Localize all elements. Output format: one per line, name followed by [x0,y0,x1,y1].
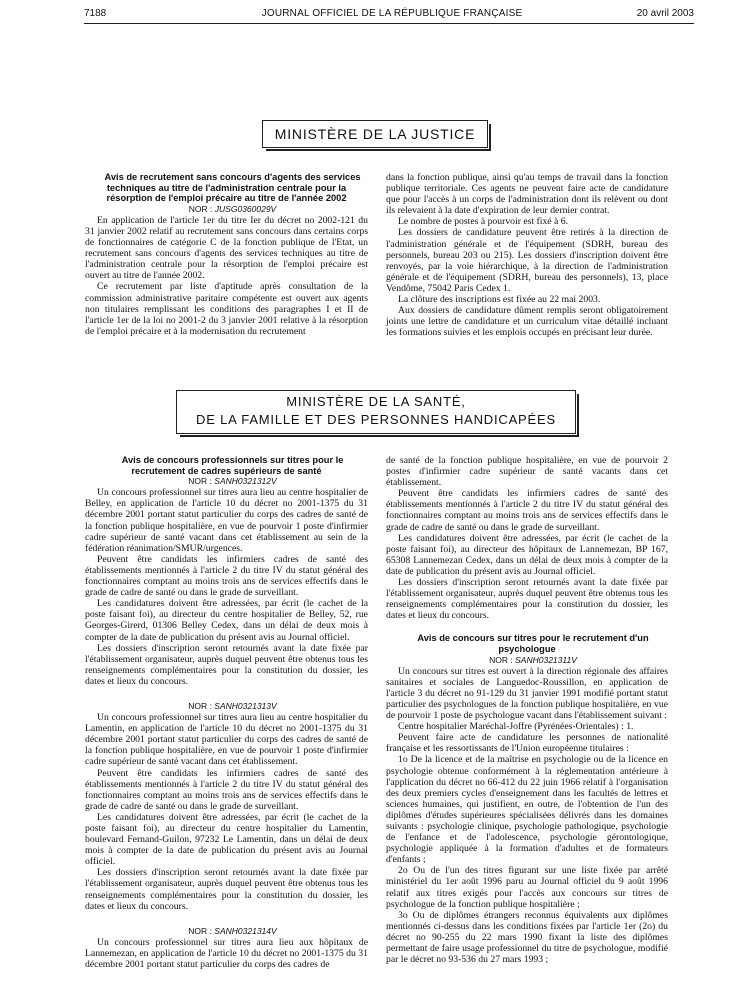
nor-label: NOR : [188,700,212,711]
paragraph: Les dossiers d'inscription seront retournés avant la date fixée par l'établissement organisateur, auprès duquel peuvent être obtenus tous les renseignements complémentaires pour la constitution du dossier, les dates et lieux du concours. [386,577,668,622]
header-rule [84,23,694,24]
paragraph: Les dossiers d'inscription seront retournés avant la date fixée par l'établissement organisateur, auprès duquel peuvent être obtenus tous les renseignements complémentaires pour la constitution du dossier, les dates et lieux du concours. [85,867,368,912]
nor-label: NOR : [188,476,212,487]
paragraph: La clôture des inscriptions est fixée au 22 mai 2003. [398,294,601,306]
justice-left-column [85,172,368,337]
paragraph: Les candidatures doivent être adressées, par écrit (le cachet de la poste faisant foi), au directeur du centre hospitalier du Lamentin, boulevard Fernand-Guilon, 97232 Le Lamentin, dans un délai de deux mois à compter de la date de publication du présent avis au Journal officiel. [85,811,368,868]
paragraph: dans la fonction publique, ainsi qu'au temps de travail dans la fonction publique territoriale. Ces agents ne peuvent faire acte de candidature que pour l'accès à un corps de l'administration dont ils relèvent ou dont ils relevaient à la date d'expiration de leur dernier contrat. [386,172,668,217]
paragraph: Les dossiers de candidature peuvent être retirés à la direction de l'administration générale et de l'équipement (SDRH, bureau des personnels, bureau 203 ou 215). Les dossiers d'inscription doivent être renvoyés, par la voie hiérarchique, à la direction de l'administration générale et de l'équipement (SDRH, bureau des personnels), 13, place Vendôme, 75042 Paris Cedex 1. [386,227,668,294]
nor-label: NOR : [188,925,212,936]
nor-label: NOR : [188,203,213,214]
paragraph: de santé de la fonction publique hospitalière, en vue de pourvoir 2 postes d'infirmier cadre supérieur de santé vacants dans cet établissement. [386,455,668,489]
ministry-sante-line1: MINISTÈRE DE LA SANTÉ, [286,394,466,409]
paragraph: Peuvent faire acte de candidature les personnes de nationalité française et les ressortissants de l'Union européenne titulaires : [386,732,668,755]
sante-nor-2 [85,701,368,712]
psychologue-nor [386,655,668,666]
nor-label: NOR : [489,654,513,665]
ministry-justice-box [262,120,488,148]
justice-right-column [386,172,668,338]
paragraph: 3o Ou de diplômes étrangers reconnus équivalents aux diplômes mentionnés ci-dessus dans les conditions fixées par l'article 1er (2o) du décret no 90-255 du 22 mars 1990 fixant la liste des diplômes permettant de faire usage professionnel du titre de psychologue, modifié par le décret no 93-536 du 27 mars 1993 ; [386,909,668,966]
sante-notice-title: Avis de concours professionnels sur titres pour le recrutement de cadres supérieurs de santé [121,455,344,476]
paragraph: Centre hospitalier Maréchal-Joffre (Pyrénées-Orientales) : 1. [398,721,634,733]
nor-code: SANH0321313V [214,700,277,711]
ministry-sante-box [176,390,576,434]
paragraph: Un concours professionnel sur titres aura lieu aux hôpitaux de Lannemezan, en application de l'article 10 du décret no 2001-1375 du 31 décembre 2001 portant statut particulier du corps des cadres de [85,936,368,971]
nor-code: SANH0321312V [214,476,277,487]
sante-left-column [85,455,368,970]
paragraph: Les candidatures doivent être adressées, par écrit (le cachet de la poste faisant foi), au directeur du centre hospitalier de Belley, 52, rue Georges-Girerd, 01306 Belley Cedex, dans un délai de deux mois à compter de la date de publication du présent avis au Journal officiel. [85,598,368,643]
paragraph: Les candidatures doivent être adressées, par écrit (le cachet de la poste faisant foi), au directeur des hôpitaux de Lannemezan, BP 167, 65308 Lannemezan Cedex, dans un délai de deux mois à compter de la date de publication du présent avis au Journal officiel. [386,532,668,577]
paragraph: Un concours professionnel sur titres aura lieu au centre hospitalier de Belley, en application de l'article 10 du décret no 2001-1375 du 31 décembre 2001 portant statut particulier du corps des cadres de santé de la fonction publique hospitalière, en vue de pourvoir 1 poste d'infirmier cadre supérieur de santé vacant dans cet établissement au sein de la fédération réanimation/SMUR/urgences. [85,487,368,554]
page-number: 7188 [84,8,107,19]
paragraph: Peuvent être candidats les infirmiers cadres de santé des établissements mentionnés à l'article 2 du titre IV du statut général des fonctionnaires comptant au moins trois ans de services effectifs dans le grade de cadre de santé ou dans le grade de surveillant. [85,767,368,812]
paragraph: 2o Ou de l'un des titres figurant sur une liste fixée par arrêté ministériel du 1er août 1996 paru au Journal officiel du 9 août 1996 relatif aux titres exigés pour l'accès aux concours sur titres de psychologue de la fonction publique hospitalière ; [386,865,668,910]
justice-nor [85,204,368,215]
justice-notice-title: Avis de recrutement sans concours d'agents des services techniques au titre de l'administration centrale pour la résorption de l'emploi précaire au titre de l'année 2002 [104,172,361,204]
paragraph: Un concours sur titres est ouvert à la direction régionale des affaires sanitaires et sociales de Languedoc-Roussillon, en application de l'article 3 du décret no 91-129 du 31 janvier 1991 modifié portant statut particulier des psychologues de la fonction publique hospitalière, en vue de pourvoir 1 poste de psychologue vacant dans l'établissement suivant : [386,665,668,722]
paragraph: Aux dossiers de candidature dûment remplis seront obligatoirement joints une lettre de candidature et un curriculum vitae détaillé incluant les formations suivies et les emplois occupés en précisant leur durée. [386,305,668,339]
ministry-sante-line2: DE LA FAMILLE ET DES PERSONNES HANDICAPÉES [196,412,556,427]
nor-code: SANH0321311V [515,654,577,665]
paragraph: Un concours professionnel sur titres aura lieu au centre hospitalier du Lamentin, en application de l'article 10 du décret no 2001-1375 du 31 décembre 2001 portant statut particulier du corps des cadres de santé de la fonction publique hospitalière, en vue de pourvoir 1 poste d'infirmier cadre supérieur de santé vacant dans cet établissement. [85,712,368,768]
paragraph: Les dossiers d'inscription seront retournés avant la date fixée par l'établissement organisateur, auprès duquel peuvent être obtenus tous les renseignements complémentaires pour la constitution du dossier, les dates et lieux du concours. [85,642,368,687]
nor-code: JUSG0360029V [214,203,277,214]
ministry-justice-title: MINISTÈRE DE LA JUSTICE [274,126,476,142]
issue-date: 20 avril 2003 [636,8,694,19]
sante-nor-3 [85,926,368,937]
page-header [84,8,694,22]
paragraph: En application de l'article 1er du titre Ier du décret no 2002-121 du 31 janvier 2002 relatif au recrutement sans concours dans certains corps de fonctionnaires de catégorie C de la fonction publique de l'Etat, un recrutement sans concours d'agents des services techniques au titre de l'administration centrale pour la résorption de l'emploi précaire est ouvert au titre de l'année 2002. [85,214,368,282]
section-spacer [386,621,668,633]
sante-right-column [386,455,668,965]
sante-nor-1 [85,476,368,487]
paragraph: 1o De la licence et de la maîtrise en psychologie ou de la licence en psychologie obtenue conformément à la réglementation antérieure à l'application du décret no 66-412 du 22 juin 1966 relatif à l'organisation des deux premiers cycles d'enseignement dans les facultés de lettres et sciences humaines, qui justifient, en outre, de l'obtention de l'un des diplômes d'études supérieures spécialisées délivrés dans les domaines suivants : psychologie clinique, psychologie pathologique, psychologie de l'enfance et de l'adolescence, psychologie gérontologique, psychologie appliquée à la formation d'adultes et de formateurs d'enfants ; [386,754,668,866]
psychologue-notice-title: Avis de concours sur titres pour le recrutement d'un psychologue [417,633,649,654]
paragraph: Le nombre de postes à pourvoir est fixé à 6. [398,216,569,228]
paragraph: Peuvent être candidats les infirmiers cadres de santé des établissements mentionnés à l'article 2 du titre IV du statut général des fonctionnaires comptant au moins trois ans de services effectifs dans le grade de cadre de santé ou dans le grade de surveillant. [85,553,368,599]
paragraph: Ce recrutement par liste d'aptitude après consultation de la commission administrative paritaire compétente est ouvert aux agents non titulaires remplissant les conditions des paragraphes I et II de l'article 1er de la loi no 2001-2 du 3 janvier 2001 relative à la résorption de l'emploi précaire et à la modernisation du recrutement [85,281,368,337]
nor-code: SANH0321314V [214,925,277,936]
journal-title: JOURNAL OFFICIEL DE LA RÉPUBLIQUE FRANÇAISE [261,8,523,19]
paragraph: Peuvent être candidats les infirmiers cadres de santé des établissements mentionnés à l'article 2 du titre IV du statut général des fonctionnaires comptant au moins trois ans de services effectifs dans le grade de cadre de santé ou dans le grade de surveillant. [386,488,668,533]
